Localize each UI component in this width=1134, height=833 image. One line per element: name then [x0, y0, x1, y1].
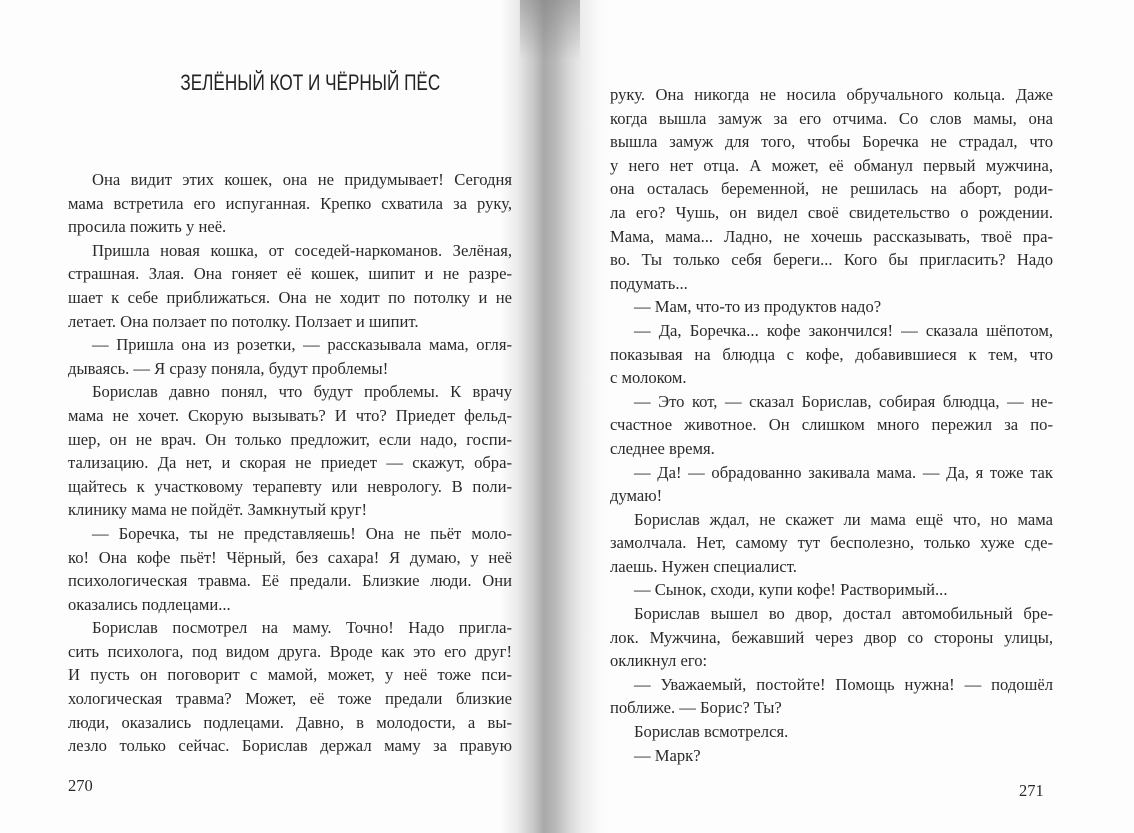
text-line: сить психолога, под видом друга. Вроде как это его друг!	[68, 641, 512, 661]
text-line: хологическая травма? Может, её тоже предали близкие	[68, 689, 512, 709]
text-line: мама встретила его испуганная. Крепко схватила за руку,	[68, 193, 512, 213]
paragraph	[68, 333, 512, 380]
text-line: Борислав давно понял, что будут проблемы. К врачу	[92, 382, 512, 402]
text-line: она осталась беременной, не решилась на аборт, роди-	[610, 179, 1053, 199]
text-line: мама не хочет. Скорую вызывать? И что? Приедет фельд-	[68, 405, 512, 425]
text-line: — Да! — обрадованно закивала мама. — Да, я тоже так	[634, 462, 1053, 482]
paragraph	[68, 168, 512, 239]
text-line: — Сынок, сходи, купи кофе! Растворимый...	[634, 580, 948, 600]
text-line: поближе. — Борис? Ты?	[610, 698, 782, 718]
text-line: шер, он не врач. Он только предложит, если надо, госпи-	[68, 429, 512, 449]
text-line: у него нет отца. А может, её обманул первый мужчина,	[610, 155, 1053, 175]
text-line: шает к себе приближаться. Она не ходит по потолку и не	[68, 287, 512, 307]
text-line: страшная. Злая. Она гоняет её кошек, шипит и не разре-	[68, 264, 512, 284]
paragraph	[610, 508, 1053, 579]
text-line: руку. Она никогда не носила обручального кольца. Даже	[610, 85, 1053, 104]
paragraph	[610, 578, 1053, 602]
text-line: вышла замуж для того, чтобы Боречка не страдал, что	[610, 132, 1053, 152]
text-line: во. Ты только себя береги... Кого бы пригласить? Надо	[610, 250, 1053, 270]
text-line: ко! Она кофе пьёт! Чёрный, без сахара! Я думаю, у неё	[68, 547, 512, 567]
paragraph	[610, 720, 1053, 744]
text-line: — Пришла она из розетки, — рассказывала мама, огля-	[92, 335, 512, 355]
text-line: оказались подлецами...	[68, 594, 231, 614]
paragraph	[610, 673, 1053, 720]
book-spine-shadow	[500, 0, 610, 833]
text-line: тализацию. Да нет, и скорая не приедет — скажут, обра-	[68, 453, 512, 473]
text-line: — Это кот, — сказал Борислав, собирая блюдца, — не-	[634, 391, 1053, 411]
text-line: Борислав ждал, не скажет ли мама ещё что, но мама	[634, 509, 1053, 529]
text-line: Она видит этих кошек, она не придумывает! Сегодня	[92, 170, 512, 189]
text-line: клинику мама не пойдёт. Замкнутый круг!	[68, 500, 368, 520]
spine-top-shadow	[520, 0, 580, 60]
text-line: дываясь. — Я сразу поняла, будут проблемы!	[68, 358, 389, 378]
text-line: лезло только сейчас. Борислав держал маму за правую	[68, 736, 512, 756]
paragraph	[610, 461, 1053, 508]
text-line: люди, оказались подлецами. Давно, в молодости, а вы-	[68, 712, 512, 732]
paragraph	[610, 390, 1053, 461]
text-line: Борислав всмотрелся.	[634, 722, 789, 742]
text-line: летает. Она ползает по потолку. Ползает и шипит.	[68, 311, 419, 331]
text-line: счастное животное. Он слишком много пережил за по-	[610, 415, 1053, 435]
paragraph	[610, 295, 1053, 319]
paragraph	[610, 744, 1053, 768]
text-line: ла его? Чушь, он видел своё свидетельство о рождении.	[610, 202, 1053, 222]
text-line: окликнул его:	[610, 651, 708, 671]
paragraph	[610, 319, 1053, 390]
text-line: — Да, Боречка... кофе закончился! — сказала шёпотом,	[634, 320, 1053, 340]
text-line: лаешь. Нужен специалист.	[610, 556, 797, 576]
text-line: с молоком.	[610, 368, 687, 388]
text-line: Борислав посмотрел на маму. Точно! Надо пригла-	[92, 618, 512, 638]
paragraph	[68, 380, 512, 522]
page-number-left: 270	[68, 776, 93, 795]
text-line: просила пожить у неё.	[68, 217, 227, 237]
text-line: Пришла новая кошка, от соседей-наркоманов. Зелёная,	[92, 240, 512, 260]
text-line: — Мам, что-то из продуктов надо?	[634, 297, 882, 317]
text-line: Мама, мама... Ладно, не хочешь рассказывать, твоё пра-	[610, 226, 1053, 246]
text-line: лок. Мужчина, бежавший через двор со стороны улицы,	[610, 627, 1053, 647]
left-page-body	[68, 168, 512, 758]
paragraph	[610, 83, 1053, 295]
text-line: — Боречка, ты не представляешь! Она не пьёт моло-	[92, 523, 512, 543]
paragraph	[610, 602, 1053, 673]
paragraph	[68, 616, 512, 758]
text-line: думаю!	[610, 486, 663, 506]
paragraph	[68, 522, 512, 616]
text-line: когда вышла замуж за его отчима. Со слов мамы, она	[610, 108, 1053, 128]
paragraph	[68, 239, 512, 333]
text-line: показывая на блюдца с кофе, добавившиеся к тем, что	[610, 344, 1053, 364]
text-line: следнее время.	[610, 438, 715, 458]
text-line: Борислав вышел во двор, достал автомобильный бре-	[634, 604, 1053, 624]
text-line: замолчала. Нет, самому тут бесполезно, только хуже сде-	[610, 533, 1053, 553]
text-line: — Уважаемый, постойте! Помощь нужна! — подошёл	[634, 674, 1053, 694]
text-line: подумать...	[610, 273, 688, 293]
text-line: — Марк?	[634, 745, 701, 765]
running-header: ЗЕЛЁНЫЙ КОТ И ЧЁРНЫЙ ПЁС	[180, 70, 441, 95]
text-line: И пусть он поговорит с мамой, может, у неё тоже пси-	[68, 665, 512, 685]
text-line: щайтесь к участковому терапевту или неврологу. В поли-	[68, 476, 512, 496]
text-line: психологическая травма. Её предали. Близкие люди. Они	[68, 571, 512, 591]
right-page-body	[610, 83, 1053, 767]
page-number-right: 271	[1019, 781, 1044, 800]
